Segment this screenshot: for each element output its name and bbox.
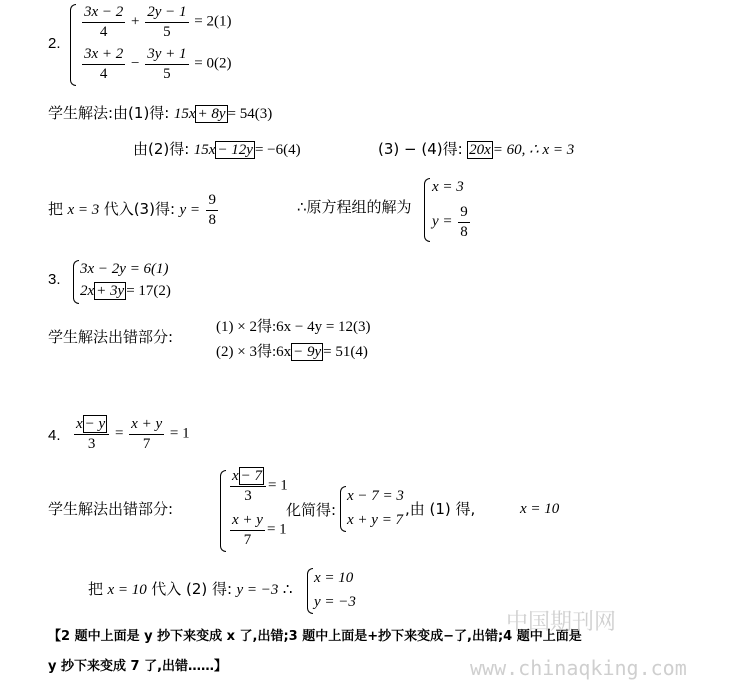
solution-4-fraction-2: $\frac{x + y}{7}$ = 1 xyxy=(232,512,287,548)
solution-4-simplify-label: 化简得: xyxy=(286,501,337,519)
solution-2-result-x: x = 3 xyxy=(432,179,464,195)
solution-4-result-brace xyxy=(307,568,313,614)
watermark-url: www.chinaqking.com xyxy=(470,656,687,680)
solution-4-result-x: x = 10 xyxy=(314,570,354,586)
problem-3-equation-1: 3x − 2y = 6(1) xyxy=(80,261,169,277)
problem-3-equation-2: 2x + 3y = 17(2) xyxy=(80,283,171,299)
solution-4-simplified-1: x − 7 = 3 xyxy=(347,488,404,504)
problem-2-equation-2: $\frac{3x + 2}{4}$ − $\frac{3y + 1}{5}$ = 0(2) xyxy=(84,46,232,82)
solution-4-result-y: y = −3 xyxy=(314,594,356,610)
problem-3-number: 3. xyxy=(48,271,61,288)
problem-4-number: 4. xyxy=(48,427,61,444)
solution-2-line-2: 由(2)得: 15x − 12y = −6(4) xyxy=(133,140,301,158)
solution-4-x-value: x = 10 xyxy=(520,501,560,517)
problem-3-brace xyxy=(73,260,79,304)
solution-3-line-2: (2) × 3得:6x − 9y = 51(4) xyxy=(216,344,368,360)
note-line-1: 【2 题中上面是 y 抄下来变成 x 了,出错;3 题中上面是+抄下来变成−了,出错;4 题中上面是 xyxy=(48,629,582,644)
solution-3-label: 学生解法出错部分: xyxy=(48,328,174,346)
problem-2-equation-1: $\frac{3x - 2}{4}$ + $\frac{2y - 1}{5}$ = 2(1) xyxy=(84,4,232,40)
problem-4-equation: $\frac{x - y}{3}$ = $\frac{x + y}{7}$ = 1 xyxy=(76,416,190,452)
solution-4-fraction-1: $\frac{x - 7}{3}$ = 1 xyxy=(232,468,288,504)
solution-2-substitution: 把 x = 3 代入(3)得: y = $\frac{9}{8}$ xyxy=(48,192,216,228)
solution-2-line-1: 学生解法:由(1)得: 15x + 8y = 54(3) xyxy=(48,104,273,122)
solution-2-result-brace xyxy=(424,178,430,242)
solution-2-result-y: y = $\frac{9}{8}$ xyxy=(432,204,468,240)
solution-4-brace xyxy=(220,470,226,552)
solution-4-simplified-2: x + y = 7 xyxy=(347,512,404,528)
solution-4-from-label: ,由 (1) 得, xyxy=(405,500,476,518)
note-line-2: y 抄下来变成 7 了,出错……】 xyxy=(48,659,228,674)
problem-2-number: 2. xyxy=(48,35,61,52)
solution-4-simplified-brace xyxy=(340,486,346,532)
watermark-chinese: 中国期刊网 xyxy=(506,610,617,635)
problem-2-brace xyxy=(70,4,76,86)
solution-2-line-3: (3) − (4)得: 20x = 60, ∴ x = 3 xyxy=(378,140,575,158)
solution-4-substitution: 把 x = 10 代入 (2) 得: y = −3 ∴ xyxy=(88,580,293,598)
solution-3-line-1: (1) × 2得:6x − 4y = 12(3) xyxy=(216,319,371,335)
solution-4-label: 学生解法出错部分: xyxy=(48,500,174,518)
solution-2-result-label: ∴原方程组的解为 xyxy=(297,198,412,216)
